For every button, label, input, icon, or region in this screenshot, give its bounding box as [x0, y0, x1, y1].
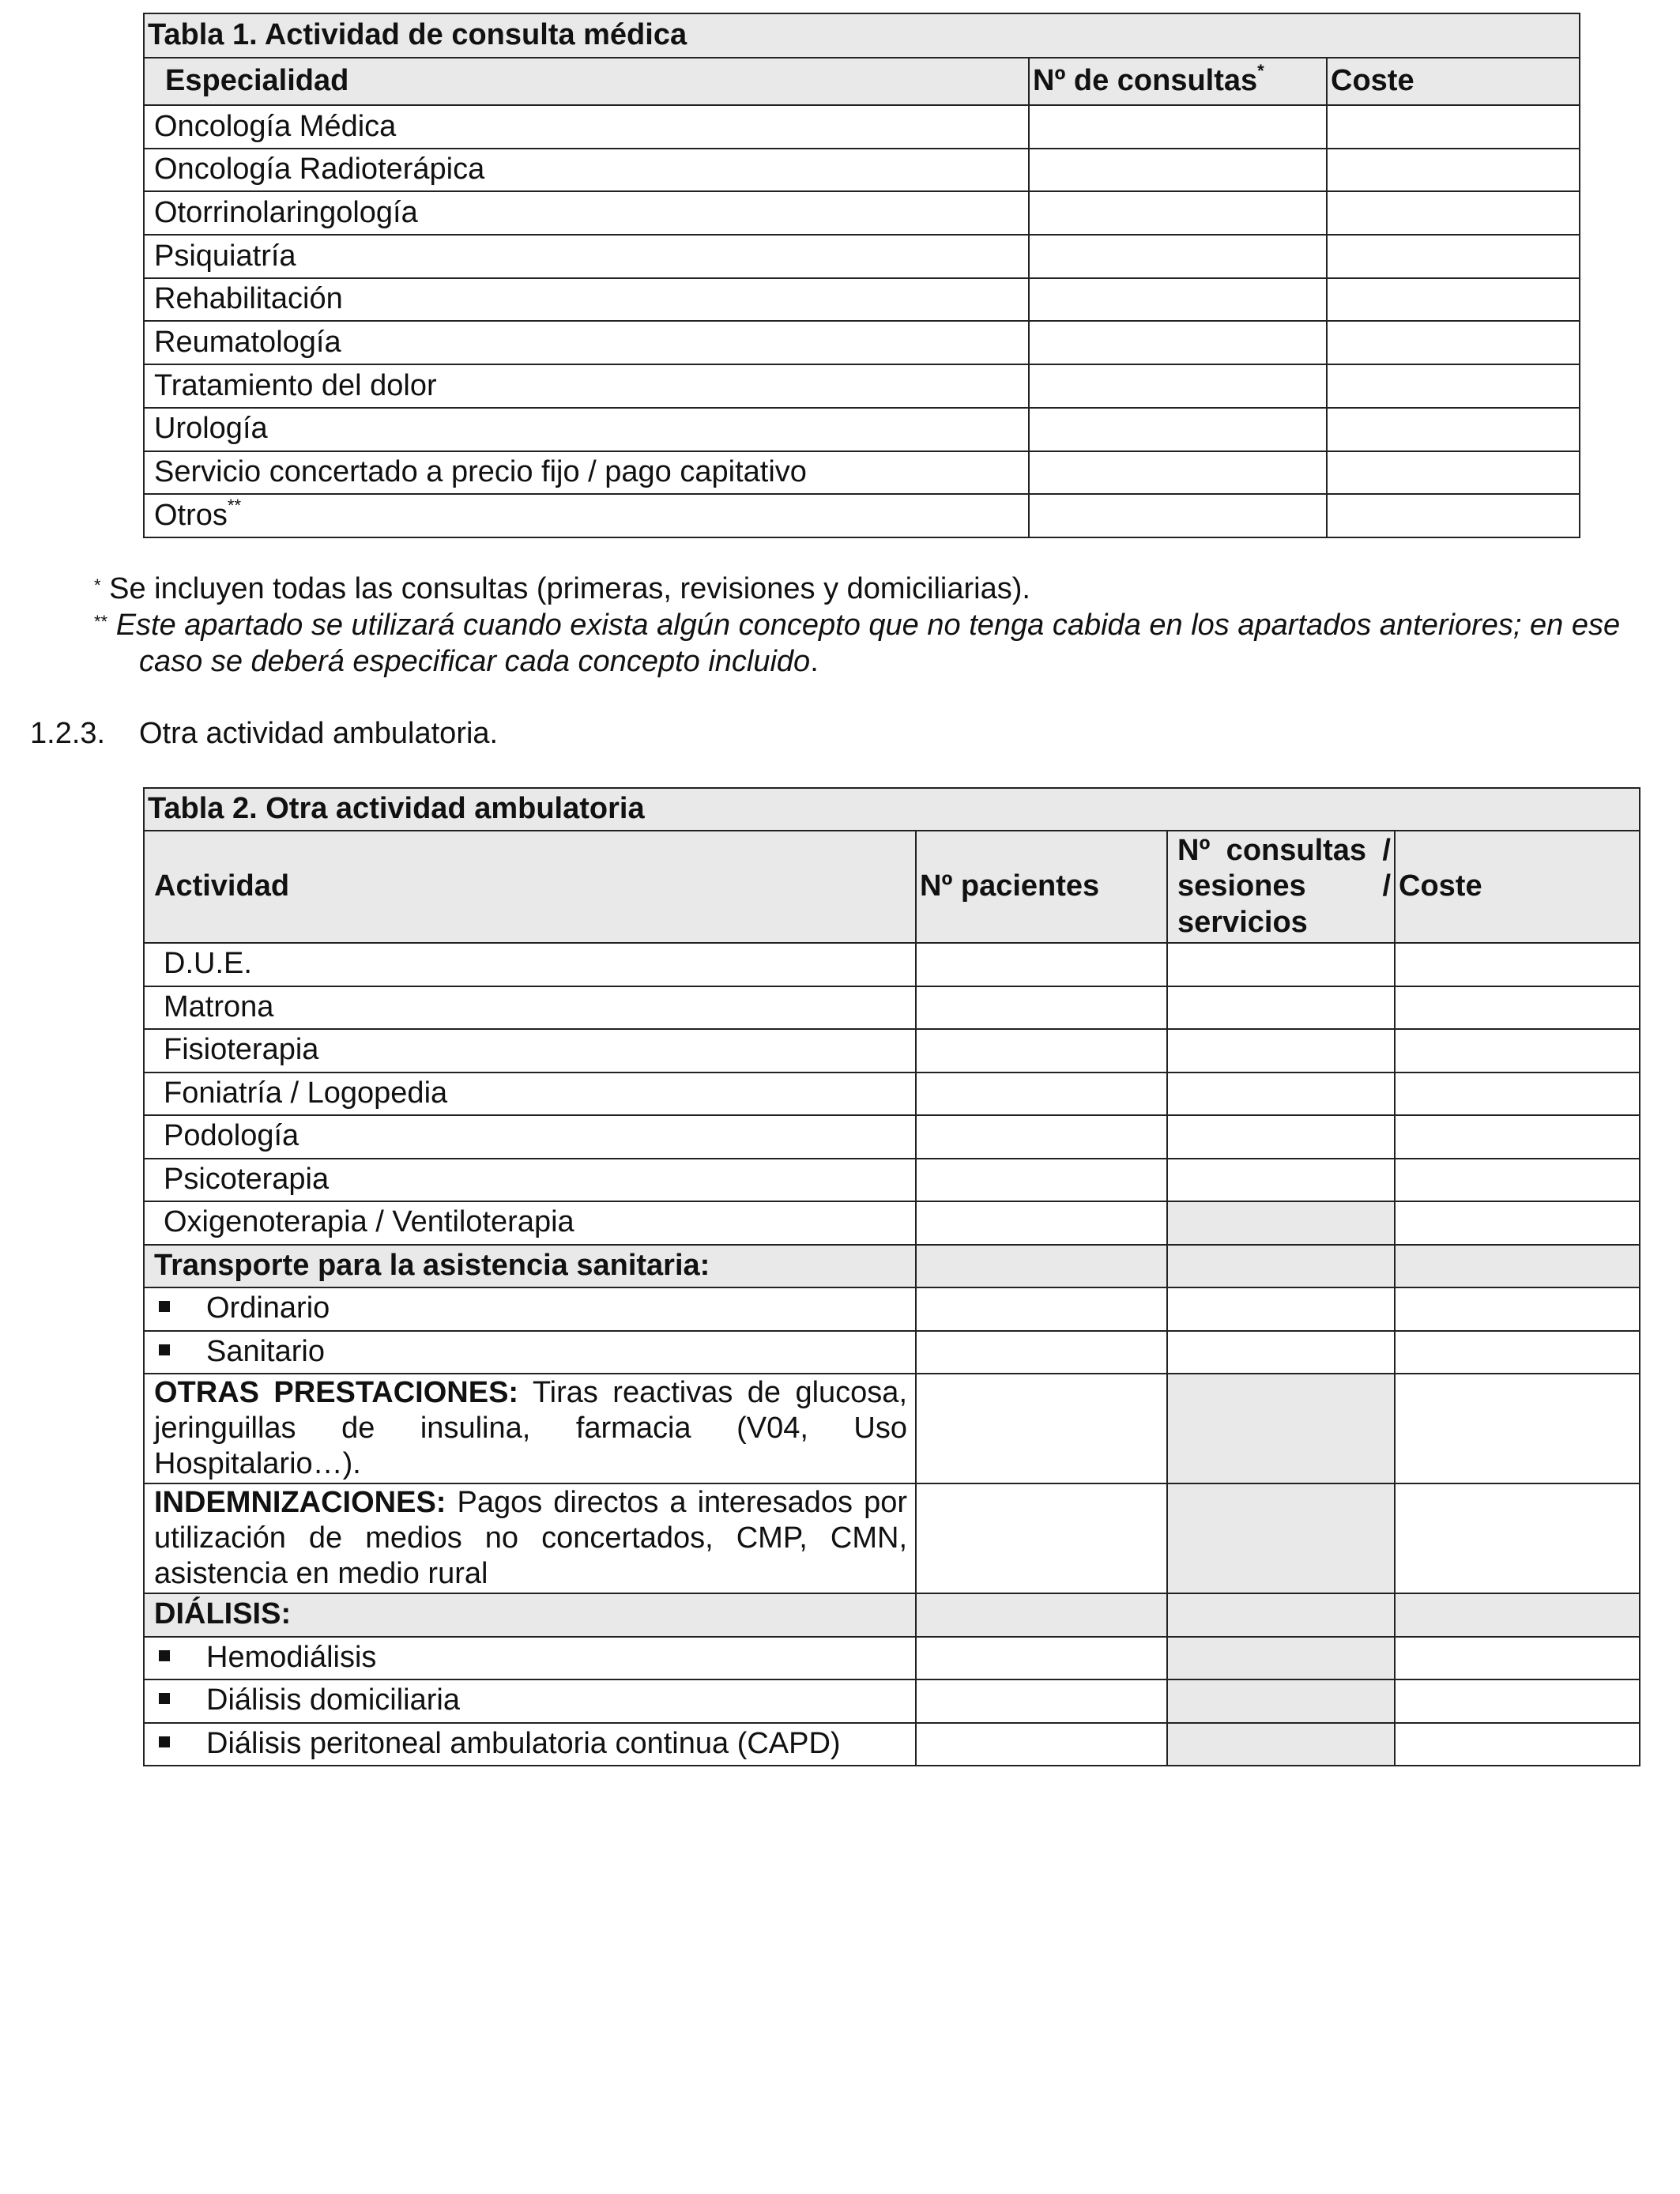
cell-coste[interactable] — [1395, 1483, 1640, 1593]
cell-especialidad: Rehabilitación — [144, 278, 1029, 322]
footnote-mark: * — [1257, 61, 1264, 81]
table-row — [144, 105, 1580, 149]
footnote-2: ** Este apartado se utilizará cuando exista algún concepto que no tenga cabida en los apartados anteriores; en ese — [94, 609, 1621, 642]
cell-coste[interactable] — [1327, 278, 1580, 322]
cell-actividad: Podología — [144, 1115, 916, 1159]
cell-especialidad: Otros** — [144, 494, 1029, 537]
cell-especialidad: Oncología Radioterápica — [144, 149, 1029, 192]
cell-consultas[interactable] — [1029, 321, 1327, 364]
cell-shaded — [1167, 1245, 1395, 1288]
cell-consultas-disabled — [1167, 1483, 1395, 1593]
cell-consultas[interactable] — [1167, 1029, 1395, 1072]
cell-pacientes[interactable] — [916, 1287, 1167, 1331]
cell-coste[interactable] — [1327, 149, 1580, 192]
cell-indemnizaciones: INDEMNIZACIONES: Pagos directos a interesados por utilización de medios no concertados, CMP, CMN, asistencia en medio rural — [144, 1483, 916, 1593]
cell-shaded — [1167, 1593, 1395, 1637]
cell-especialidad: Servicio concertado a precio fijo / pago capitativo — [144, 451, 1029, 495]
cell-consultas[interactable] — [1167, 1159, 1395, 1202]
cell-pacientes[interactable] — [916, 1159, 1167, 1202]
header-especialidad: Especialidad — [144, 58, 1029, 105]
header-actividad: Actividad — [144, 831, 916, 943]
cell-shaded — [916, 1593, 1167, 1637]
cell-dialisis-label: DIÁLISIS: — [144, 1593, 916, 1637]
cell-coste[interactable] — [1395, 1331, 1640, 1374]
table-row — [144, 986, 1640, 1030]
cell-coste[interactable] — [1327, 494, 1580, 537]
cell-actividad: Diálisis domiciliaria — [144, 1679, 916, 1723]
table-consulta-medica — [143, 13, 1580, 538]
square-bullet-icon — [159, 1693, 170, 1704]
cell-consultas[interactable] — [1029, 235, 1327, 278]
cell-consultas[interactable] — [1029, 191, 1327, 235]
table-row — [144, 1331, 1640, 1374]
cell-coste[interactable] — [1395, 1029, 1640, 1072]
table-row — [144, 191, 1580, 235]
cell-pacientes[interactable] — [916, 1331, 1167, 1374]
cell-consultas[interactable] — [1029, 278, 1327, 322]
cell-especialidad: Psiquiatría — [144, 235, 1029, 278]
cell-consultas[interactable] — [1167, 1331, 1395, 1374]
cell-coste[interactable] — [1327, 191, 1580, 235]
table1-title: Tabla 1. Actividad de consulta médica — [144, 13, 1580, 58]
cell-pacientes[interactable] — [916, 986, 1167, 1030]
cell-coste[interactable] — [1395, 986, 1640, 1030]
header-num-pacientes: Nº pacientes — [916, 831, 1167, 943]
cell-shaded — [1395, 1593, 1640, 1637]
cell-coste[interactable] — [1395, 1159, 1640, 1202]
header-coste: Coste — [1327, 58, 1580, 105]
cell-pacientes[interactable] — [916, 1679, 1167, 1723]
cell-coste[interactable] — [1395, 1287, 1640, 1331]
cell-actividad: D.U.E. — [144, 943, 916, 986]
square-bullet-icon — [159, 1736, 170, 1747]
table-row-transporte — [144, 1245, 1640, 1288]
cell-pacientes[interactable] — [916, 1374, 1167, 1483]
cell-consultas[interactable] — [1029, 494, 1327, 537]
cell-shaded — [916, 1245, 1167, 1288]
cell-coste[interactable] — [1395, 943, 1640, 986]
cell-coste[interactable] — [1327, 451, 1580, 495]
table-row — [144, 451, 1580, 495]
cell-consultas-disabled — [1167, 1637, 1395, 1680]
cell-actividad: Oxigenoterapia / Ventiloterapia — [144, 1201, 916, 1245]
table-row — [144, 321, 1580, 364]
square-bullet-icon — [159, 1344, 170, 1355]
cell-especialidad: Otorrinolaringología — [144, 191, 1029, 235]
cell-especialidad: Oncología Médica — [144, 105, 1029, 149]
table-row — [144, 235, 1580, 278]
cell-especialidad: Tratamiento del dolor — [144, 364, 1029, 408]
cell-actividad: Sanitario — [144, 1331, 916, 1374]
table-row — [144, 149, 1580, 192]
cell-consultas[interactable] — [1029, 364, 1327, 408]
cell-pacientes[interactable] — [916, 1029, 1167, 1072]
cell-coste[interactable] — [1395, 1115, 1640, 1159]
table-row — [144, 408, 1580, 451]
table-row — [144, 1679, 1640, 1723]
cell-actividad: Fisioterapia — [144, 1029, 916, 1072]
cell-coste[interactable] — [1327, 321, 1580, 364]
section-heading — [30, 715, 498, 752]
cell-pacientes[interactable] — [916, 1072, 1167, 1116]
section-number: 1.2.3. — [30, 717, 106, 750]
header-coste: Coste — [1395, 831, 1640, 943]
cell-consultas[interactable] — [1167, 1287, 1395, 1331]
table-row — [144, 1723, 1640, 1766]
cell-pacientes[interactable] — [916, 943, 1167, 986]
cell-otras-prestaciones: OTRAS PRESTACIONES: Tiras reactivas de glucosa, jeringuillas de insulina, farmacia (V04, Uso Hospitalario…). — [144, 1374, 916, 1483]
cell-especialidad: Urología — [144, 408, 1029, 451]
cell-especialidad: Reumatología — [144, 321, 1029, 364]
cell-consultas[interactable] — [1167, 943, 1395, 986]
table-row — [144, 1159, 1640, 1202]
cell-transporte-label: Transporte para la asistencia sanitaria: — [144, 1245, 916, 1288]
cell-actividad: Matrona — [144, 986, 916, 1030]
table-row — [144, 1287, 1640, 1331]
cell-consultas[interactable] — [1167, 1115, 1395, 1159]
cell-consultas[interactable] — [1167, 1072, 1395, 1116]
footnote-1: * Se incluyen todas las consultas (primeras, revisiones y domiciliarias). — [94, 572, 1030, 605]
cell-pacientes[interactable] — [916, 1115, 1167, 1159]
cell-coste[interactable] — [1395, 1072, 1640, 1116]
cell-consultas-disabled — [1167, 1201, 1395, 1245]
cell-actividad: Psicoterapia — [144, 1159, 916, 1202]
cell-actividad: Diálisis peritoneal ambulatoria continua (CAPD) — [144, 1723, 916, 1766]
square-bullet-icon — [159, 1301, 170, 1312]
table-row-indemnizaciones — [144, 1483, 1640, 1593]
cell-consultas-disabled — [1167, 1679, 1395, 1723]
table-row — [144, 278, 1580, 322]
cell-actividad: Hemodiálisis — [144, 1637, 916, 1680]
table-row — [144, 1072, 1640, 1116]
cell-shaded — [1395, 1245, 1640, 1288]
table-row — [144, 364, 1580, 408]
cell-coste[interactable] — [1327, 408, 1580, 451]
cell-consultas[interactable] — [1029, 105, 1327, 149]
section-title: Otra actividad ambulatoria. — [139, 717, 499, 750]
header-num-consultas-sesiones: Nº consultas / sesiones / servicios — [1167, 831, 1395, 943]
cell-coste[interactable] — [1395, 1201, 1640, 1245]
cell-consultas-disabled — [1167, 1723, 1395, 1766]
cell-coste[interactable] — [1327, 364, 1580, 408]
cell-actividad: Foniatría / Logopedia — [144, 1072, 916, 1116]
table-row — [144, 1115, 1640, 1159]
table-row-dialisis — [144, 1593, 1640, 1637]
table-row — [144, 1029, 1640, 1072]
cell-coste[interactable] — [1395, 1679, 1640, 1723]
cell-coste[interactable] — [1327, 105, 1580, 149]
table2-title: Tabla 2. Otra actividad ambulatoria — [144, 788, 1640, 831]
cell-consultas[interactable] — [1029, 408, 1327, 451]
footnote-mark: ** — [227, 495, 242, 515]
cell-pacientes[interactable] — [916, 1637, 1167, 1680]
cell-pacientes[interactable] — [916, 1483, 1167, 1593]
table-row — [144, 943, 1640, 986]
table-row — [144, 494, 1580, 537]
cell-pacientes[interactable] — [916, 1201, 1167, 1245]
square-bullet-icon — [159, 1650, 170, 1661]
table-row — [144, 1637, 1640, 1680]
cell-pacientes[interactable] — [916, 1723, 1167, 1766]
cell-consultas[interactable] — [1029, 149, 1327, 192]
table-row — [144, 1201, 1640, 1245]
cell-consultas[interactable] — [1167, 986, 1395, 1030]
footnote-2-continued: caso se deberá especificar cada concepto incluido. — [139, 645, 819, 678]
table-otra-actividad — [143, 787, 1640, 1766]
cell-coste[interactable] — [1327, 235, 1580, 278]
header-num-consultas: Nº de consultas* — [1029, 58, 1327, 105]
cell-coste[interactable] — [1395, 1374, 1640, 1483]
table-row-otras-prestaciones — [144, 1374, 1640, 1483]
cell-consultas-disabled — [1167, 1374, 1395, 1483]
cell-coste[interactable] — [1395, 1637, 1640, 1680]
cell-consultas[interactable] — [1029, 451, 1327, 495]
cell-coste[interactable] — [1395, 1723, 1640, 1766]
cell-actividad: Ordinario — [144, 1287, 916, 1331]
